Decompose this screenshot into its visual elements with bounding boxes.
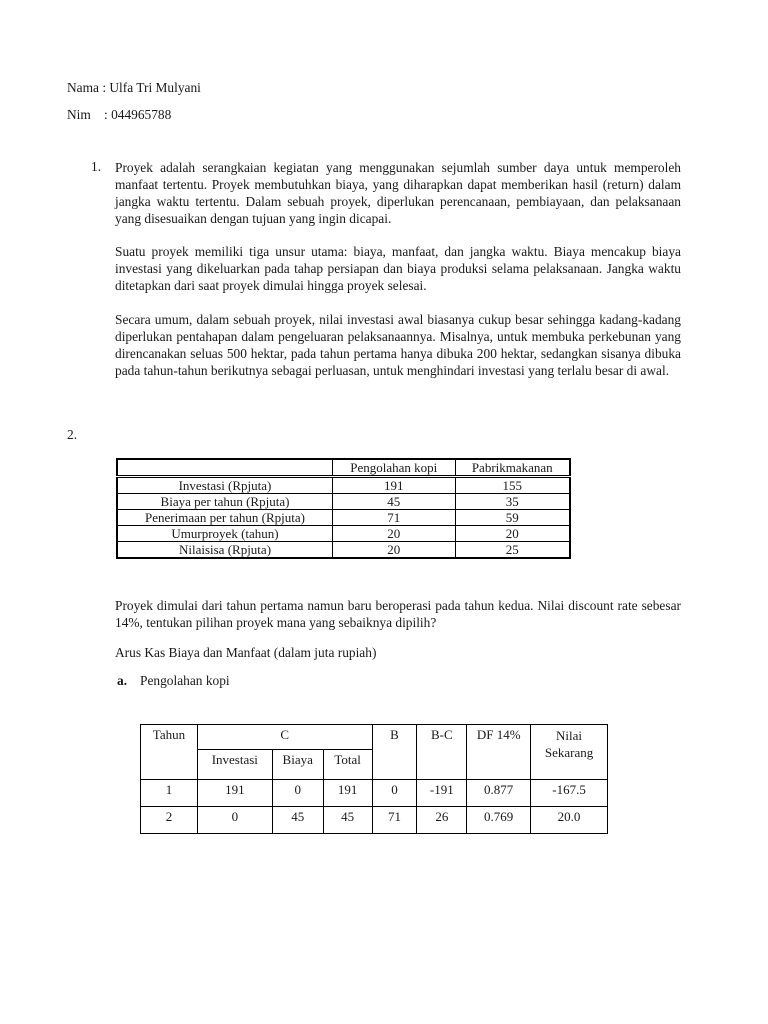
table-cell: 2 (141, 807, 198, 834)
table-cell: Umurproyek (tahun) (117, 526, 333, 542)
table-cell: 45 (333, 494, 456, 510)
table-header-row (141, 725, 608, 750)
table-cell: 0 (372, 780, 417, 807)
table-cell: Penerimaan per tahun (Rpjuta) (117, 510, 333, 526)
table-cell: 20 (333, 526, 456, 542)
table-row (117, 510, 570, 526)
table-header-cell: Pengolahan kopi (333, 459, 456, 477)
table-header-cell (117, 459, 333, 477)
table-cell: 20 (455, 526, 570, 542)
table-row (117, 542, 570, 559)
table-row (141, 780, 608, 807)
table-cell: 20 (333, 542, 456, 559)
q2-question: Proyek dimulai dari tahun pertama namun baru beroperasi pada tahun kedua. Nilai discount rate sebesar 14%, tentukan pilihan proyek mana yang sebaiknya dipilih? (115, 598, 681, 630)
table-row (117, 494, 570, 510)
q1-paragraph-3: Secara umum, dalam sebuah proyek, nilai investasi awal biasanya cukup besar sehingga kadang-kadang diperlukan pentahapan dalam pengeluaran pelaksanaannya. Misalnya, untuk membuka perkebunan yang direncanakan seluas 500 hektar, pada tahun pertama hanya dibuka 200 hektar, sedangkan sisanya dibuka pada tahun-tahun berikutnya sebagai perluasan, untuk menghindari investasi yang terlalu besar di awal. (115, 312, 681, 378)
table-cell: 20.0 (531, 807, 608, 834)
header-biaya: Biaya (272, 750, 323, 780)
table-header-cell: Pabrikmakanan (455, 459, 570, 477)
table-cell: -167.5 (531, 780, 608, 807)
header-nilai-sekarang: Nilai Sekarang (531, 725, 608, 780)
table-row (141, 807, 608, 834)
header-investasi: Investasi (197, 750, 272, 780)
table-cell: Biaya per tahun (Rpjuta) (117, 494, 333, 510)
header-b: B (372, 725, 417, 780)
sub-a-letter: a. (117, 673, 128, 688)
table-cell: 155 (455, 477, 570, 494)
table-cell: 25 (455, 542, 570, 559)
table-cell: 0.769 (467, 807, 531, 834)
table-cell: -191 (417, 780, 467, 807)
q1-number: 1. (91, 159, 102, 174)
student-name: Nama : Ulfa Tri Mulyani (67, 80, 201, 95)
table-cell: 35 (455, 494, 570, 510)
table-cell: 191 (323, 780, 372, 807)
header-tahun: Tahun (141, 725, 198, 780)
q1-paragraph-1: Proyek adalah serangkaian kegiatan yang menggunakan sejumlah sumber daya untuk memperoleh manfaat tertentu. Proyek membutuhkan biaya, yang diharapkan dapat memberikan hasil (return) dalam jangka waktu tertentu. Dalam sebuah proyek, diperlukan perencanaan, pembiayaan, dan pelaksanaan yang disesuaikan dengan tujuan yang ingin dicapai. (115, 160, 681, 226)
student-nim-value: : 044965788 (104, 107, 172, 122)
table-cell: 0.877 (467, 780, 531, 807)
header-df: DF 14% (467, 725, 531, 780)
table-row (117, 477, 570, 494)
table-cell: 191 (197, 780, 272, 807)
table-cell: Nilaisisa (Rpjuta) (117, 542, 333, 559)
sub-a-label: Pengolahan kopi (140, 673, 230, 688)
table-cell: 1 (141, 780, 198, 807)
table-cell: Investasi (Rpjuta) (117, 477, 333, 494)
student-nim-label: Nim (67, 107, 91, 122)
header-b-c: B-C (417, 725, 467, 780)
table-row (117, 526, 570, 542)
q1-paragraph-2: Suatu proyek memiliki tiga unsur utama: biaya, manfaat, dan jangka waktu. Biaya mencakup biaya investasi yang dikeluarkan pada tahap persiapan dan biaya produksi selama pelaksanaan. Jangka waktu ditetapkan dari saat proyek dimulai hingga proyek selesai. (115, 244, 681, 293)
table-cell: 0 (197, 807, 272, 834)
table-cell: 59 (455, 510, 570, 526)
header-c: C (197, 725, 372, 750)
table-cell: 71 (333, 510, 456, 526)
q2-number: 2. (67, 427, 78, 442)
table-cell: 191 (333, 477, 456, 494)
table-cell: 45 (272, 807, 323, 834)
table-cell: 26 (417, 807, 467, 834)
table-cell: 71 (372, 807, 417, 834)
cashflow-title: Arus Kas Biaya dan Manfaat (dalam juta rupiah) (115, 645, 377, 660)
table-cell: 0 (272, 780, 323, 807)
table-cell: 45 (323, 807, 372, 834)
project-comparison-table (116, 458, 571, 559)
table-header-row (117, 459, 570, 477)
header-total: Total (323, 750, 372, 780)
cashflow-table-coffee (140, 724, 608, 834)
